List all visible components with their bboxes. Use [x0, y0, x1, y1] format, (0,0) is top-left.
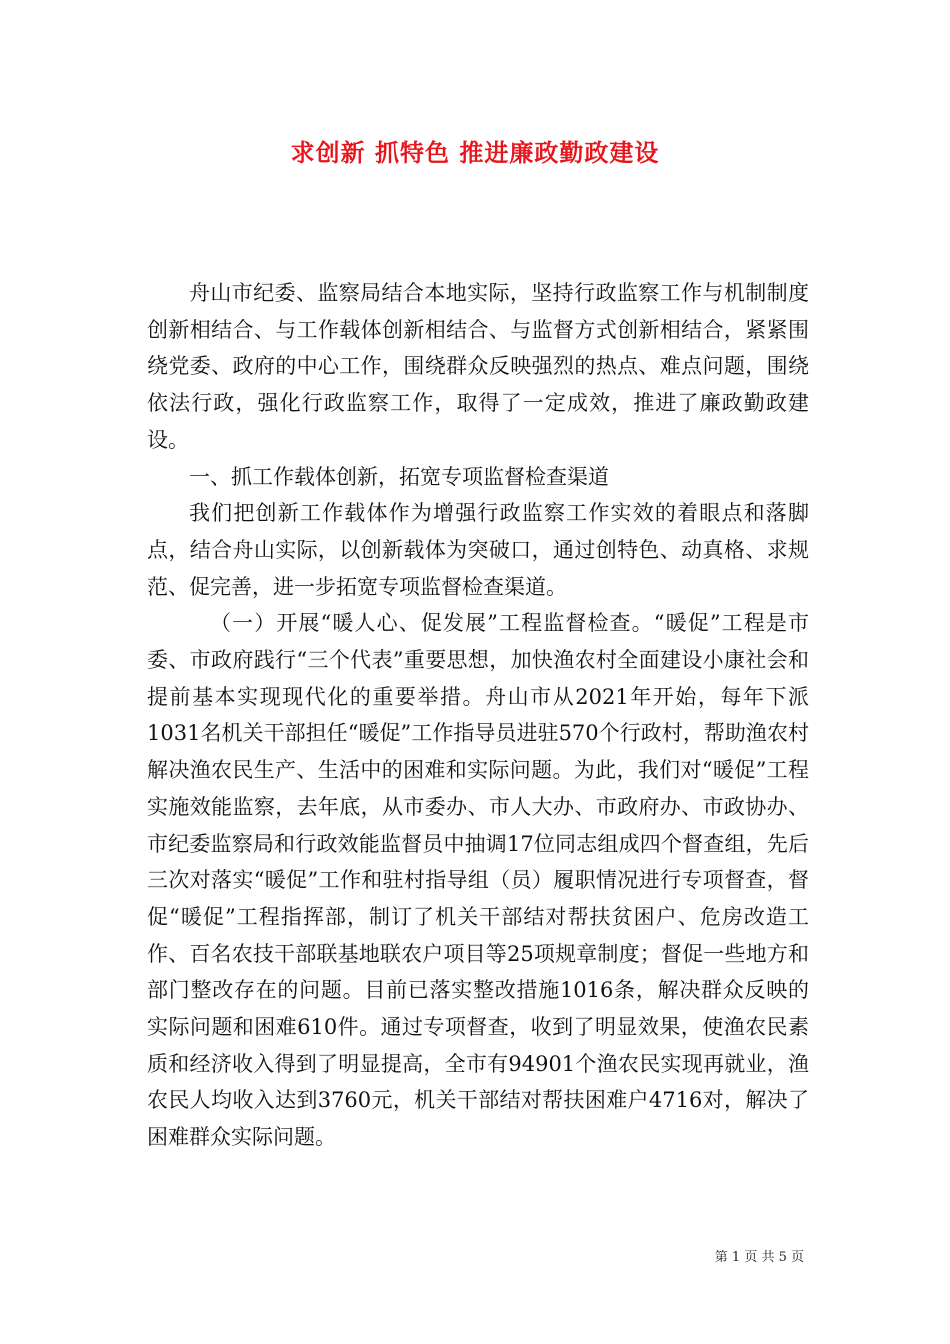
section-paragraph: 我们把创新工作载体作为增强行政监察工作实效的着眼点和落脚点，结合舟山实际，以创新载体为突破口，通过创特色、动真格、求规范、促完善，进一步拓宽专项监督检查渠道。	[147, 501, 809, 599]
intro-paragraph: 舟山市纪委、监察局结合本地实际，坚持行政监察工作与机制制度创新相结合、与工作载体创新相结合、与监督方式创新相结合，紧紧围绕党委、政府的中心工作，围绕群众反映强烈的热点、难点问题，围绕依法行政，强化行政监察工作，取得了一定成效，推进了廉政勤政建设。	[147, 281, 809, 452]
document-body	[147, 275, 809, 1156]
document-title: 求创新 抓特色 推进廉政勤政建设	[290, 139, 660, 167]
page-number: 第 1 页 共 5 页	[714, 1250, 804, 1265]
subsection-paragraph: （一）开展“暖人心、促发展”工程监督检查。“暖促”工程是市委、市政府践行“三个代表”重要思想，加快渔农村全面建设小康社会和提前基本实现现代化的重要举措。舟山市从2021年开始，每年下派1031名机关干部担任“暖促”工作指导员进驻570个行政村，帮助渔农村解决渔农民生产、生活中的困难和实际问题。为此，我们对“暖促”工程实施效能监察，去年底，从市委办、市人大办、市政府办、市政协办、市纪委监察局和行政效能监督员中抽调17位同志组成四个督查组，先后三次对落实“暖促”工作和驻村指导组（员）履职情况进行专项督查，督促“暖促”工程指挥部，制订了机关干部结对帮扶贫困户、危房改造工作、百名农技干部联基地联农户项目等25项规章制度；督促一些地方和部门整改存在的问题。目前已落实整改措施1016条，解决群众反映的实际问题和困难610件。通过专项督查，收到了明显效果，使渔农民素质和经济收入得到了明显提高，全市有94901个渔农民实现再就业，渔农民人均收入达到3760元，机关干部结对帮扶困难户4716对，解决了困难群众实际问题。	[147, 611, 809, 1150]
section-heading: 一、抓工作载体创新，拓宽专项监督检查渠道	[189, 464, 609, 489]
